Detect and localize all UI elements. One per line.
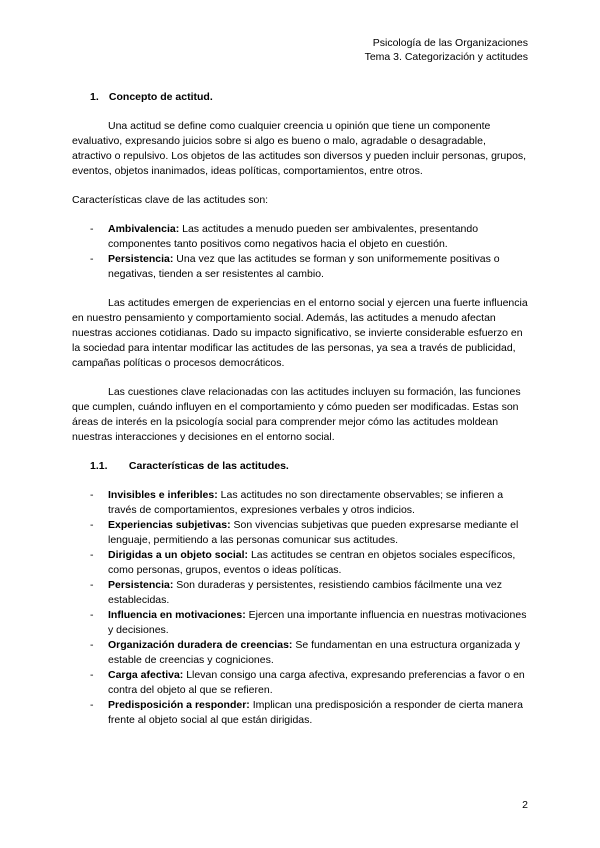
page-header xyxy=(365,36,528,64)
list-item: - Predisposición a responder: Implican una predisposición a responder de cierta manera frente al objeto social al que están dirigidas. xyxy=(90,699,523,726)
list-item: - Invisibles e inferibles: Las actitudes no son directamente observables; se infieren a través de comportamientos, expresiones verbales y otros indicios. xyxy=(90,489,504,516)
list-item-text: Las actitudes a menudo pueden ser ambivalentes, presentando componentes tanto positivos como negativos hacia el objeto en cuestión. xyxy=(108,223,479,250)
list-item-term: Ambivalencia: xyxy=(108,223,180,235)
attitude-characteristics-list xyxy=(72,488,528,728)
list-item-text: Las actitudes no son directamente observables; se infieren a través de comportamientos, expresiones verbales y otros indicios. xyxy=(108,489,504,516)
list-item-text: Son vivencias subjetivas que pueden expresarse mediante el lenguaje, permitiendo a las personas comunicar sus actitudes. xyxy=(108,519,519,546)
section-number: 1. xyxy=(90,91,99,103)
paragraph-intro: Características clave de las actitudes son: xyxy=(72,194,269,206)
list-item-text: Una vez que las actitudes se forman y son uniformemente positivas o negativas, tienden a ser resistentes al cambio. xyxy=(108,253,500,280)
page-number: 2 xyxy=(522,799,528,811)
list-item-text: Llevan consigo una carga afectiva, expresando preferencias a favor o en contra del objeto al que se refieren. xyxy=(108,669,525,696)
document-body xyxy=(72,90,528,742)
subsection-heading xyxy=(90,459,528,474)
list-item-term: Predisposición a responder: xyxy=(108,699,250,711)
list-item: - Organización duradera de creencias: Se fundamentan en una estructura organizada y estable de creencias y cogniciones. xyxy=(90,639,521,666)
list-item-text: Se fundamentan en una estructura organizada y estable de creencias y cogniciones. xyxy=(108,639,521,666)
list-item-term: Influencia en motivaciones: xyxy=(108,609,246,621)
paragraph-influence: Las actitudes emergen de experiencias en el entorno social y ejercen una fuerte influencia en nuestro pensamiento y comportamiento social. Además, las actitudes a menudo afectan nuestras acciones cotidianas. Dado su impacto significativo, se invierte considerable esfuerzo en la sociedad para intentar modificar las actitudes de las personas, ya sea a través de publicidad, campañas políticas o procesos democráticos. xyxy=(72,297,528,369)
list-item-term: Invisibles e inferibles: xyxy=(108,489,218,501)
list-item-term: Persistencia: xyxy=(108,579,174,591)
list-item: - Influencia en motivaciones: Ejercen una importante influencia en nuestras motivaciones y decisiones. xyxy=(90,609,527,636)
list-item-term: Experiencias subjetivas: xyxy=(108,519,231,531)
list-item-text: Ejercen una importante influencia en nuestras motivaciones y decisiones. xyxy=(108,609,527,636)
header-course-title: Psicología de las Organizaciones xyxy=(372,37,528,49)
paragraph-definition: Una actitud se define como cualquier creencia u opinión que tiene un componente evaluativo, expresando juicios sobre si algo es bueno o malo, agradable o desagradable, atractivo o repulsivo. Los objetos de las actitudes son diversos y pueden incluir personas, grupos, eventos, objetos inanimados, ideas políticas, comportamientos, entre otros. xyxy=(72,120,527,177)
list-item: - Persistencia: Son duraderas y persistentes, resistiendo cambios fácilmente una vez establecidas. xyxy=(90,579,502,606)
section-title: Concepto de actitud. xyxy=(108,91,213,103)
list-item-term: Organización duradera de creencias: xyxy=(108,639,293,651)
list-item-text: Son duraderas y persistentes, resistiendo cambios fácilmente una vez establecidas. xyxy=(108,579,502,606)
key-characteristics-list xyxy=(72,222,528,282)
list-item-term: Persistencia: xyxy=(108,253,174,265)
subsection-number: 1.1. xyxy=(90,460,108,472)
list-item: - Persistencia: Una vez que las actitudes se forman y son uniformemente positivas o negativas, tienden a ser resistentes al cambio. xyxy=(90,253,500,280)
section-heading xyxy=(90,90,528,105)
subsection-title: Características de las actitudes. xyxy=(128,460,289,472)
header-topic-title: Tema 3. Categorización y actitudes xyxy=(364,51,528,63)
list-item: - Carga afectiva: Llevan consigo una carga afectiva, expresando preferencias a favor o en contra del objeto al que se refieren. xyxy=(90,669,525,696)
paragraph-key-questions: Las cuestiones clave relacionadas con las actitudes incluyen su formación, las funciones que cumplen, cuándo influyen en el comportamiento y cómo pueden ser modificadas. Estas son áreas de interés en la psicología social para comprender mejor cómo las actitudes moldean nuestras interacciones y decisiones en el entorno social. xyxy=(72,386,521,443)
list-item: - Experiencias subjetivas: Son vivencias subjetivas que pueden expresarse mediante el lenguaje, permitiendo a las personas comunicar sus actitudes. xyxy=(90,519,519,546)
list-item-text: Las actitudes se centran en objetos sociales específicos, como personas, grupos, eventos o ideas políticas. xyxy=(108,549,516,576)
list-item-text: Implican una predisposición a responder de cierta manera frente al objeto social al que están dirigidas. xyxy=(108,699,523,726)
list-item-term: Carga afectiva: xyxy=(108,669,184,681)
list-item: - Ambivalencia: Las actitudes a menudo pueden ser ambivalentes, presentando componentes tanto positivos como negativos hacia el objeto en cuestión. xyxy=(90,223,479,250)
list-item: - Dirigidas a un objeto social: Las actitudes se centran en objetos sociales específicos, como personas, grupos, eventos o ideas políticas. xyxy=(90,549,516,576)
list-item-term: Dirigidas a un objeto social: xyxy=(108,549,249,561)
